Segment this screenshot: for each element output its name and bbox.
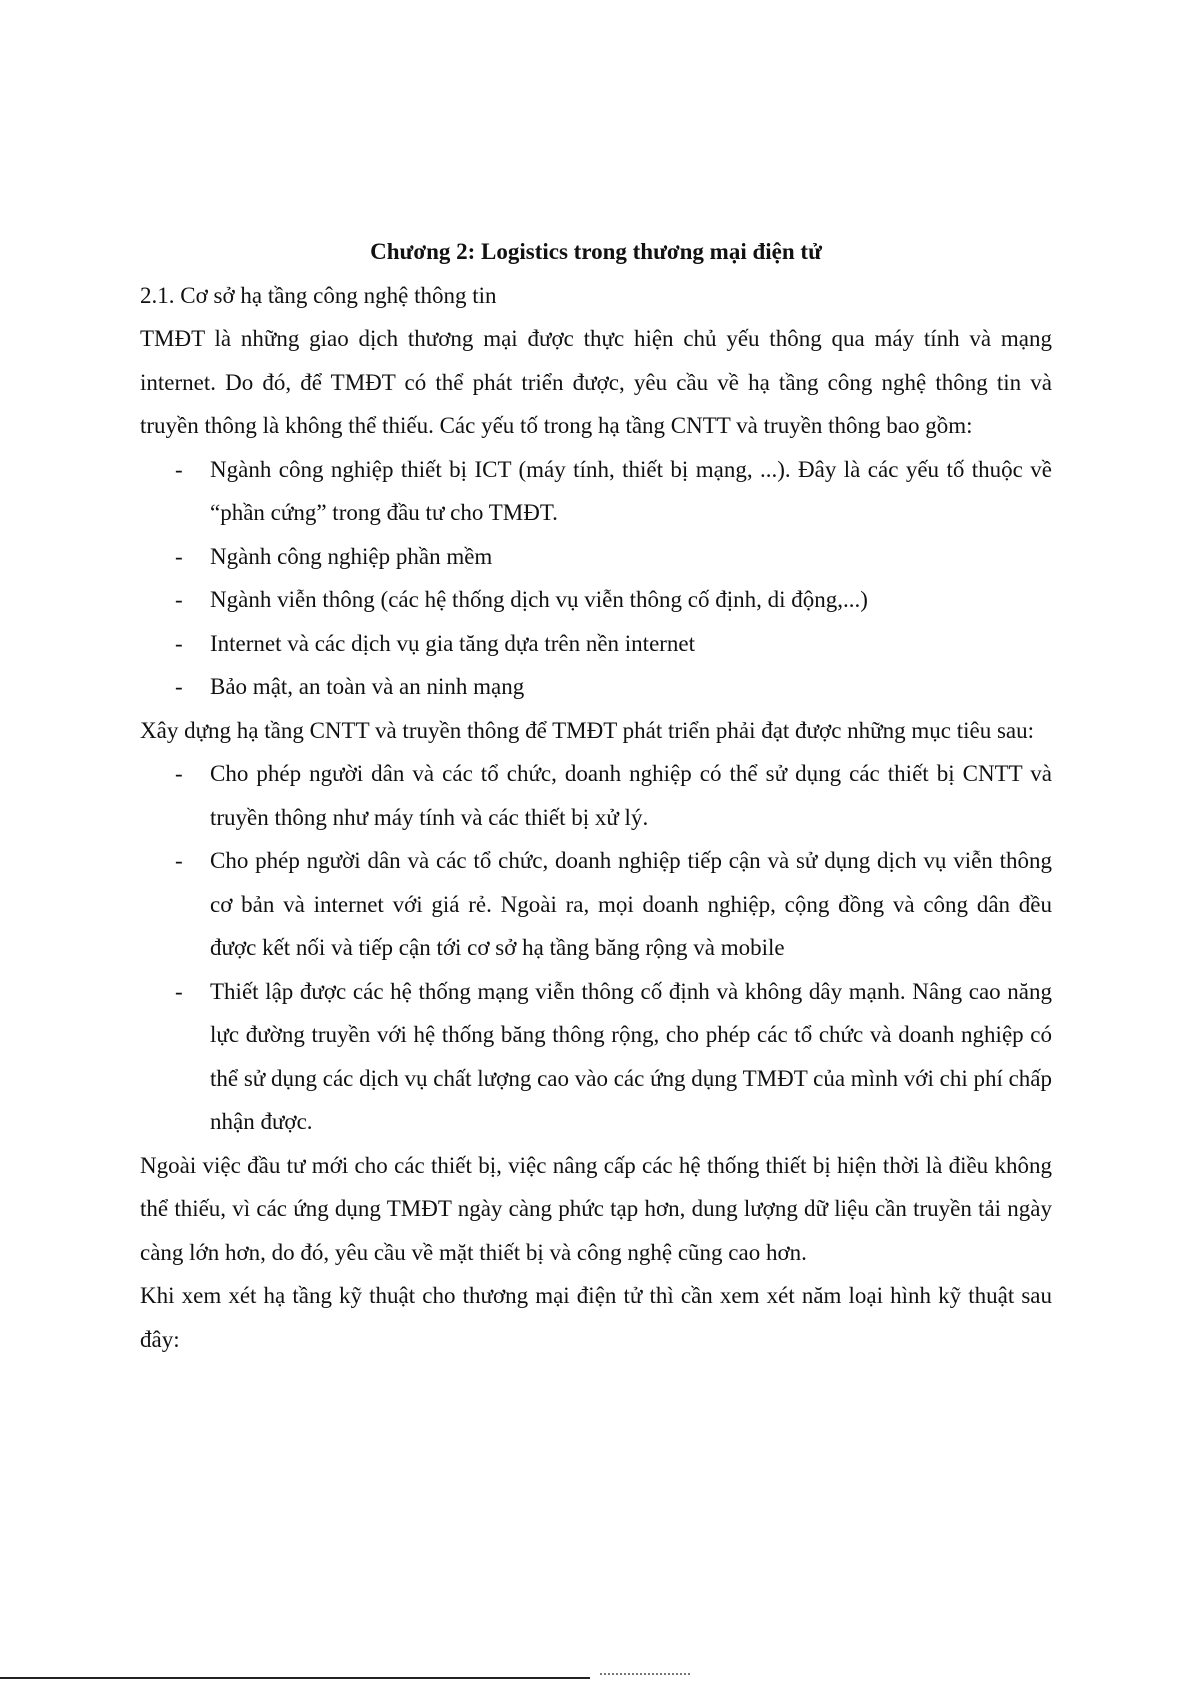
list-item: - Thiết lập được các hệ thống mạng viễn thông cố định và không dây mạnh. Nâng cao năng lực đường truyền với hệ thống băng thông rộng, cho phép các tổ chức và doanh nghiệp có thể sử dụng các dịch vụ chất lượng cao vào các ứng dụng TMĐT của mình với chi phí chấp nhận được. xyxy=(140,970,1052,1144)
list-item: - Cho phép người dân và các tổ chức, doanh nghiệp tiếp cận và sử dụng dịch vụ viễn thông cơ bản và internet với giá rẻ. Ngoài ra, mọi doanh nghiệp, cộng đồng và công dân đều được kết nối và tiếp cận tới cơ sở hạ tầng băng rộng và mobile xyxy=(140,839,1052,970)
section-heading: 2.1. Cơ sở hạ tầng công nghệ thông tin xyxy=(140,282,497,308)
list-item: - Cho phép người dân và các tổ chức, doanh nghiệp có thể sử dụng các thiết bị CNTT và truyền thông như máy tính và các thiết bị xử lý. xyxy=(140,752,1052,839)
bullet-dash: - xyxy=(175,674,183,699)
paragraph-3: Ngoài việc đầu tư mới cho các thiết bị, việc nâng cấp các hệ thống thiết bị hiện thời là điều không thể thiếu, vì các ứng dụng TMĐT ngày càng phức tạp hơn, dung lượng dữ liệu cần truyền tải ngày càng lớn hơn, do đó, yêu cầu về mặt thiết bị và công nghệ cũng cao hơn. xyxy=(140,1152,1052,1265)
list-item: - Ngành viễn thông (các hệ thống dịch vụ viễn thông cố định, di động,...) xyxy=(140,578,1052,622)
list-item: - Ngành công nghiệp thiết bị ICT (máy tính, thiết bị mạng, ...). Đây là các yếu tố thuộc về “phần cứng” trong đầu tư cho TMĐT. xyxy=(140,448,1052,535)
list-goals xyxy=(140,752,1052,1144)
bullet-dash: - xyxy=(175,543,183,569)
chapter-title: Chương 2: Logistics trong thương mại điện tử xyxy=(370,239,822,264)
bullet-dash: - xyxy=(175,587,183,612)
list-ict-components xyxy=(140,448,1052,709)
list-item: - Bảo mật, an toàn và an ninh mạng xyxy=(140,665,1052,709)
bullet-dash: - xyxy=(175,978,183,1004)
list-item: - Ngành công nghiệp phần mềm xyxy=(140,535,1052,579)
list-item: - Internet và các dịch vụ gia tăng dựa trên nền internet xyxy=(140,622,1052,666)
document-page xyxy=(140,230,1052,1361)
footer-divider xyxy=(0,1677,590,1679)
bullet-dash: - xyxy=(175,456,183,482)
paragraph-4: Khi xem xét hạ tầng kỹ thuật cho thương mại điện tử thì cần xem xét năm loại hình kỹ thuật sau đây: xyxy=(140,1283,1052,1352)
paragraph-1: TMĐT là những giao dịch thương mại được thực hiện chủ yếu thông qua máy tính và mạng internet. Do đó, để TMĐT có thể phát triển được, yêu cầu về hạ tầng công nghệ thông tin và truyền thông là không thể thiếu. Các yếu tố trong hạ tầng CNTT và truyền thông bao gồm: xyxy=(140,326,1052,438)
footer-mark xyxy=(600,1673,690,1675)
bullet-dash: - xyxy=(175,630,183,656)
bullet-dash: - xyxy=(175,761,183,786)
bullet-dash: - xyxy=(175,848,183,873)
paragraph-2: Xây dựng hạ tầng CNTT và truyền thông để TMĐT phát triển phải đạt được những mục tiêu sau: xyxy=(140,717,1035,743)
